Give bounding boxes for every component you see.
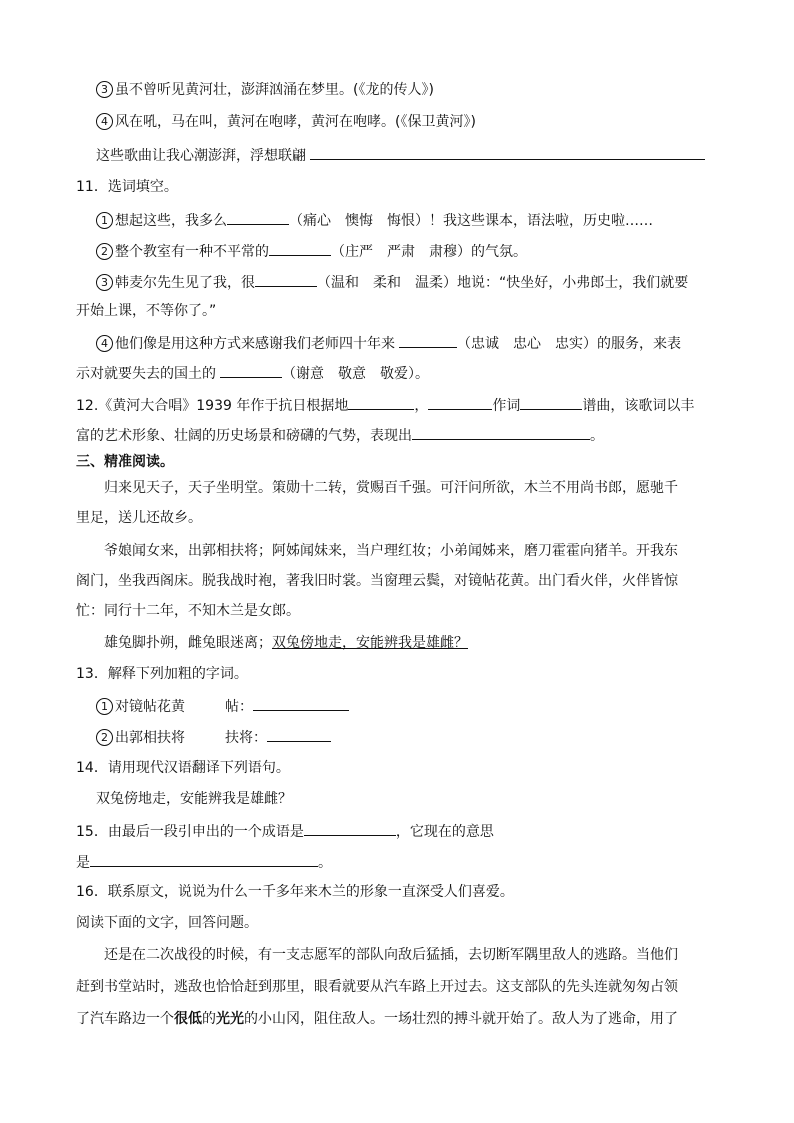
q13-item-1: 1 对镜帖花黄 帖： [96, 695, 349, 717]
passage-p1-line-1: 归来见天子，天子坐明堂。策勋十二转，赏赐百千强。可汗问所欲，木兰不用尚书郎，愿驰千 [104, 480, 678, 496]
q16-title: 16．联系原文，说说为什么一千多年来木兰的形象一直深受人们喜爱。 [76, 884, 514, 900]
q11-title: 11．选词填空。 [76, 179, 178, 195]
circled-number: 4 [96, 335, 113, 352]
answer-blank[interactable] [255, 271, 317, 287]
q11-sentence-2: 2 整个教室有一种不平常的 （庄严 严肃 肃穆）的气氛。 [96, 240, 527, 262]
answer-blank[interactable] [399, 332, 457, 348]
passage-p2-line-2: 阁门，坐我西阁床。脱我战时袍，著我旧时裳。当窗理云鬓，对镜帖花黄。出门看火伴，火伴皆惊 [76, 573, 678, 589]
q10-item-4: 4 风在吼，马在叫，黄河在咆哮，黄河在咆哮。(《保卫黄河》) [96, 112, 476, 132]
q11-sentence-1: 1 想起这些，我多么 （痛心 懊悔 悔恨）！我这些课本，语法啦，历史啦…… [96, 209, 653, 231]
reading2-line-3: 了汽车路边一个很低的光光的小山冈，阻住敌人。一场壮烈的搏斗就开始了。敌人为了逃命，用了 [76, 1011, 678, 1027]
answer-blank[interactable] [227, 209, 289, 225]
answer-blank[interactable] [412, 424, 590, 440]
circled-number: 1 [96, 212, 113, 229]
circled-number: 2 [96, 243, 113, 260]
reading2-intro: 阅读下面的文字，回答问题。 [76, 915, 258, 931]
passage-p3: 雄兔脚扑朔，雌兔眼迷离；双兔傍地走，安能辨我是雄雌？ [104, 635, 468, 651]
answer-blank[interactable] [220, 362, 282, 378]
underlined-sentence: 双兔傍地走，安能辨我是雄雌？ [272, 635, 468, 651]
answer-blank[interactable] [428, 394, 492, 410]
bold-word: 光光 [216, 1011, 244, 1027]
answer-blank[interactable] [267, 726, 331, 742]
answer-blank[interactable] [90, 851, 318, 867]
q14-sentence: 双兔傍地走，安能辨我是雄雌？ [96, 791, 292, 807]
q14-title: 14．请用现代汉语翻译下列语句。 [76, 760, 290, 776]
circled-number: 3 [96, 81, 113, 98]
answer-blank[interactable] [348, 394, 414, 410]
passage-p2-line-1: 爷娘闻女来，出郭相扶将；阿姊闻妹来，当户理红妆；小弟闻姊来，磨刀霍霍向猪羊。开我东 [104, 543, 678, 559]
q15-line-1: 15．由最后一段引申出的一个成语是 ，它现在的意思 [76, 820, 494, 842]
q11-sentence-3: 3 韩麦尔先生见了我，很 （温和 柔和 温柔）地说：“快坐好，小弗郎士，我们就要 [96, 271, 688, 293]
circled-number: 4 [96, 113, 113, 130]
q12-line-1: 12.《黄河大合唱》1939 年作于抗日根据地 ， 作词 谱曲，该歌词以丰 [76, 394, 694, 416]
section-heading: 三、精准阅读。 [76, 454, 174, 470]
q10-item-3: 3 虽不曾听见黄河壮，澎湃汹涌在梦里。(《龙的传人》) [96, 80, 434, 100]
circled-number: 2 [96, 729, 113, 746]
passage-p2-line-3: 忙：同行十二年，不知木兰是女郎。 [76, 603, 300, 619]
q12-line-2: 富的艺术形象、壮阔的历史场景和磅礴的气势，表现出 。 [76, 424, 604, 446]
passage-p1-line-2: 里足，送儿还故乡。 [76, 510, 202, 526]
q11-sentence-3-cont: 开始上课，不等你了。” [76, 303, 217, 319]
answer-blank[interactable] [520, 394, 582, 410]
circled-number: 1 [96, 698, 113, 715]
q15-line-2: 是 。 [76, 851, 332, 873]
answer-blank[interactable] [269, 240, 331, 256]
answer-blank[interactable] [310, 144, 705, 160]
q10-prompt: 这些歌曲让我心潮澎湃，浮想联翩 [96, 144, 705, 166]
bold-word: 很低 [174, 1011, 202, 1027]
answer-blank[interactable] [253, 695, 349, 711]
reading2-line-1: 还是在二次战役的时候，有一支志愿军的部队向敌后猛插，去切断军隅里敌人的逃路。当他们 [104, 947, 678, 963]
q11-sentence-4: 4 他们像是用这种方式来感谢我们老师四十年来 （忠诚 忠心 忠实）的服务，来表 [96, 332, 681, 354]
q11-sentence-4-cont: 示对就要失去的国土的 （谢意 敬意 敬爱）。 [76, 362, 429, 384]
circled-number: 3 [96, 274, 113, 291]
reading2-line-2: 赶到书堂站时，逃敌也恰恰赶到那里，眼看就要从汽车路上开过去。这支部队的先头连就匆匆占领 [76, 979, 678, 995]
q13-item-2: 2 出郭相扶将 扶将： [96, 726, 331, 748]
q13-title: 13．解释下列加粗的字词。 [76, 666, 248, 682]
answer-blank[interactable] [304, 820, 396, 836]
